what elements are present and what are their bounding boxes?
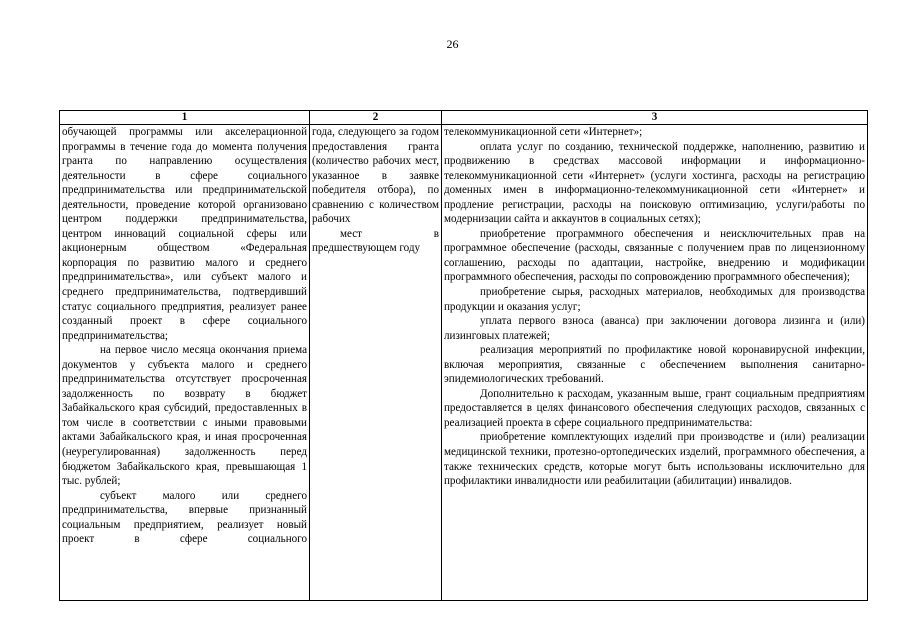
col1-paragraph: на первое число месяца окончания приема документов у субъекта малого и среднего предпринимательства отсутствует просроченная задолженность по возврату в бюджет Забайкальского края субсидий, предоставленных в том числе в соответствии с иными правовыми актами Забайкальского края, и иная просроченная (неурегулированная) задолженность перед бюджетом Забайкальского края, превышающая 1 тыс. рублей; — [62, 344, 307, 488]
column-header-2: 2 — [310, 111, 442, 125]
col3-paragraph: реализация мероприятий по профилактике новой коронавирусной инфекции, включая мероприятия, связанные с обеспечением выполнения санитарно-эпидемиологических требований. — [444, 344, 865, 386]
table-header-row — [60, 111, 868, 125]
col3-paragraph: приобретение программного обеспечения и неисключительных прав на программное обеспечение (расходы, связанные с получением прав по лицензионному соглашению, расходы по адаптации, настройке, внедрению и модификации программного обеспечения, расходы по сопровождению программного обеспечения); — [444, 227, 865, 284]
col3-paragraph: оплата услуг по созданию, технической поддержке, наполнению, развитию и продвижению в средствах массовой информации и информационно-телекоммуникационной сети «Интернет» (услуги хостинга, расходы на регистрацию доменных имен в информационно-телекоммуникационной сети «Интернет» и продление регистрации, расходы на поисковую оптимизацию, услуги/работы по модернизации сайта и аккаунтов в социальных сетях); — [444, 140, 865, 226]
col3-paragraph: приобретение комплектующих изделий при производстве и (или) реализации медицинской техники, протезно-ортопедических изделий, программного обеспечения, а также технических средств, которые могут быть использованы исключительно для профилактики инвалидности или реабилитации (абилитации) инвалидов. — [444, 431, 865, 488]
column-header-3: 3 — [442, 111, 868, 125]
col3-paragraph: приобретение сырья, расходных материалов, необходимых для производства продукции и оказания услуг; — [444, 286, 865, 313]
table-cell-col2 — [310, 125, 442, 601]
col1-paragraph: субъект малого или среднего предпринимательства, впервые признанный социальным предприятием, реализует новый проект в сфере социального — [62, 489, 307, 546]
col3-paragraph: уплата первого взноса (аванса) при заключении договора лизинга и (или) лизинговых платежей; — [444, 315, 865, 342]
table-row — [60, 125, 868, 601]
page-number: 26 — [446, 37, 459, 51]
col1-paragraph: обучающей программы или акселерационной программы в течение года до момента получения гранта по направлению осуществления деятельности в сфере социального предпринимательства или предпринимательской деятельности, проведение которой организовано центром поддержки предпринимательства, центром инноваций социальной сферы или акционерным обществом «Федеральная корпорация по развитию малого и среднего предпринимательства», или субъект малого и среднего предпринимательства, подтвердивший статус социального предприятия, реализует ранее созданный проект в сфере социального предпринимательства; — [62, 126, 307, 342]
col3-paragraph: Дополнительно к расходам, указанным выше, грант социальным предприятиям предоставляется в целях финансового обеспечения следующих расходов, связанных с реализацией проекта в сфере социального предпринимательства: — [444, 387, 865, 429]
table-cell-col3 — [442, 125, 868, 601]
document-table — [59, 110, 868, 601]
col2-paragraph: мест в предшествующем году — [312, 227, 439, 255]
table-cell-col1 — [60, 125, 310, 601]
column-header-1: 1 — [60, 111, 310, 125]
col3-paragraph: телекоммуникационной сети «Интернет»; — [444, 126, 643, 138]
col2-paragraph: года, следующего за годом предоставления гранта (количество рабочих мест, указанное в заявке победителя отбора), по сравнению с количеством рабочих — [312, 126, 439, 226]
